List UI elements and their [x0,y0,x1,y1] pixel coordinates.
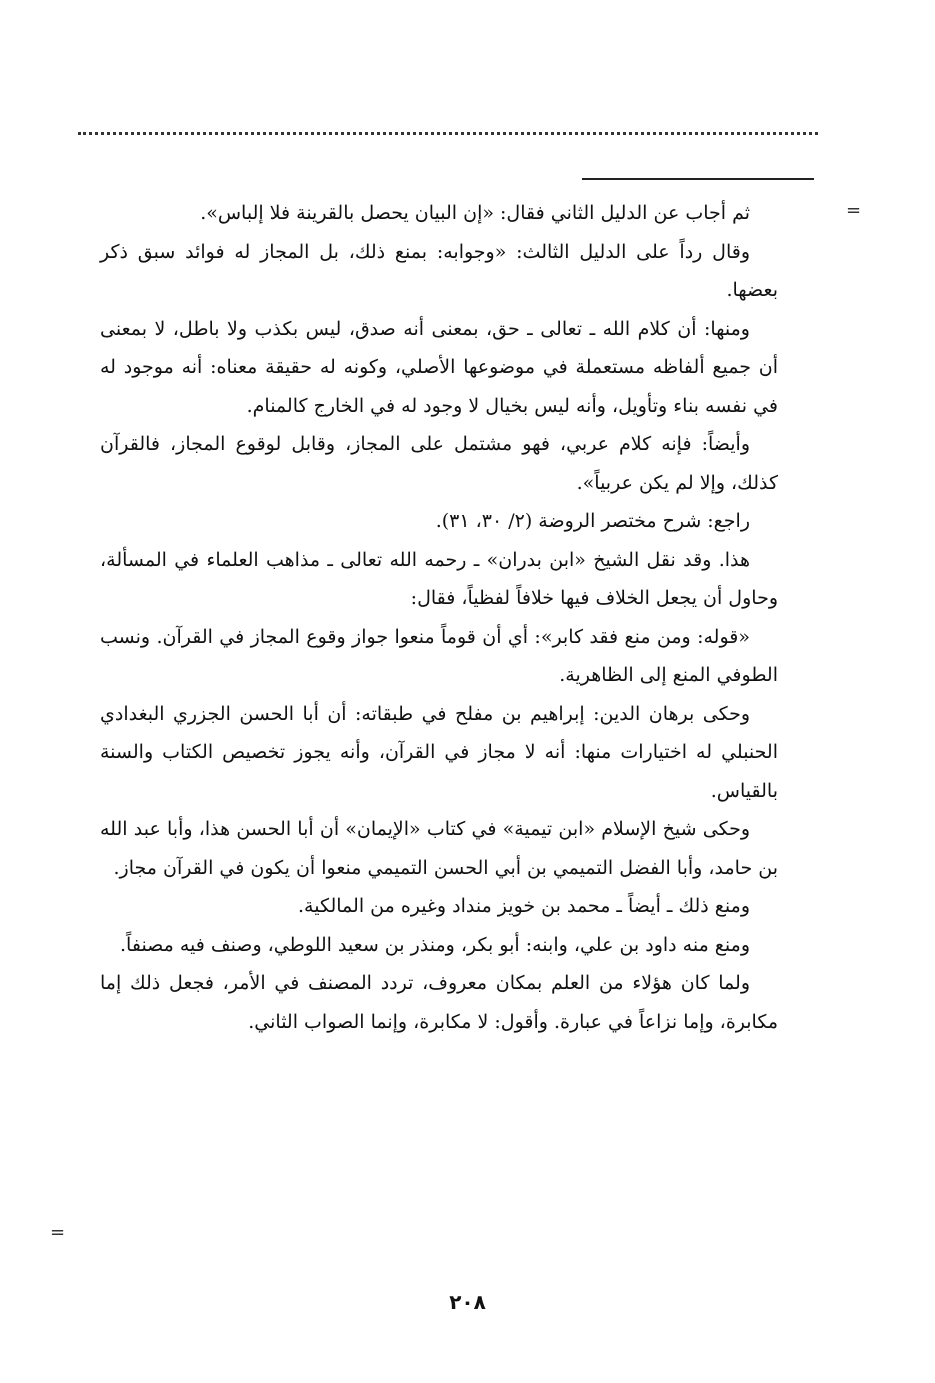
page-number: ٢٠٨ [449,1290,486,1314]
margin-mark-bottom: = [50,1222,66,1243]
paragraph-11: ومنع منه داود بن علي، وابنه: أبو بكر، ومنذر بن سعيد اللوطي، وصنف فيه مصنفاً. [120,933,750,956]
paragraph-3: ومنها: أن كلام الله ـ تعالى ـ حق، بمعنى أنه صدق، ليس بكذب ولا باطل، لا بمعنى أن جميع ألفاظه مستعملة في موضوعها الأصلي، وكونه له حقيقة معناه: أنه موجود له في نفسه بناء وتأويل، وأنه ليس بخيال لا وجود له في الخارج كالمنام. [100,317,778,417]
header-short-rule [582,178,814,180]
body-text [100,194,778,1041]
paragraph-8: وحكى برهان الدين: إبراهيم بن مفلح في طبقاته: أن أبا الحسن الجزري البغدادي الحنبلي له اختيارات منها: أنه لا مجاز في القرآن، وأنه يجوز تخصيص الكتاب والسنة بالقياس. [100,702,778,802]
paragraph-7: «قوله: ومن منع فقد كابر»: أي أن قوماً منعوا جواز وقوع المجاز في القرآن. ونسب الطوفي المنع إلى الظاهرية. [100,625,778,686]
paragraph-9: وحكى شيخ الإسلام «ابن تيمية» في كتاب «الإيمان» أن أبا الحسن هذا، وأبا عبد الله بن حامد، وأبا الفضل التميمي بن أبي الحسن التميمي منعوا أن يكون في القرآن مجاز. [100,818,778,879]
margin-mark-top: = [846,200,862,221]
paragraph-1: ثم أجاب عن الدليل الثاني فقال: «إن البيان يحصل بالقرينة فلا إلباس». [200,202,750,224]
paragraph-6: هذا. وقد نقل الشيخ «ابن بدران» ـ رحمه الله تعالى ـ مذاهب العلماء في المسألة، وحاول أن يجعل الخلاف فيها خلافاً لفظياً، فقال: [100,548,778,609]
paragraph-2: وقال رداً على الدليل الثالث: «وجوابه: بمنع ذلك، بل المجاز له فوائد سبق ذكر بعضها. [100,240,778,301]
header-dotted-rule [78,132,818,135]
paragraph-12: ولما كان هؤلاء من العلم بمكان معروف، تردد المصنف في الأمر، فجعل ذلك إما مكابرة، وإما نزاعاً في عبارة. وأقول: لا مكابرة، وإنما الصواب الثاني. [100,972,778,1033]
paragraph-4: وأيضاً: فإنه كلام عربي، فهو مشتمل على المجاز، وقابل لوقوع المجاز، فالقرآن كذلك، وإلا لم يكن عربياً». [100,433,778,494]
paragraph-10: ومنع ذلك ـ أيضاً ـ محمد بن خويز منداد وغيره من المالكية. [298,895,750,917]
paragraph-5: راجع: شرح مختصر الروضة (٢/ ٣٠، ٣١). [435,510,750,532]
